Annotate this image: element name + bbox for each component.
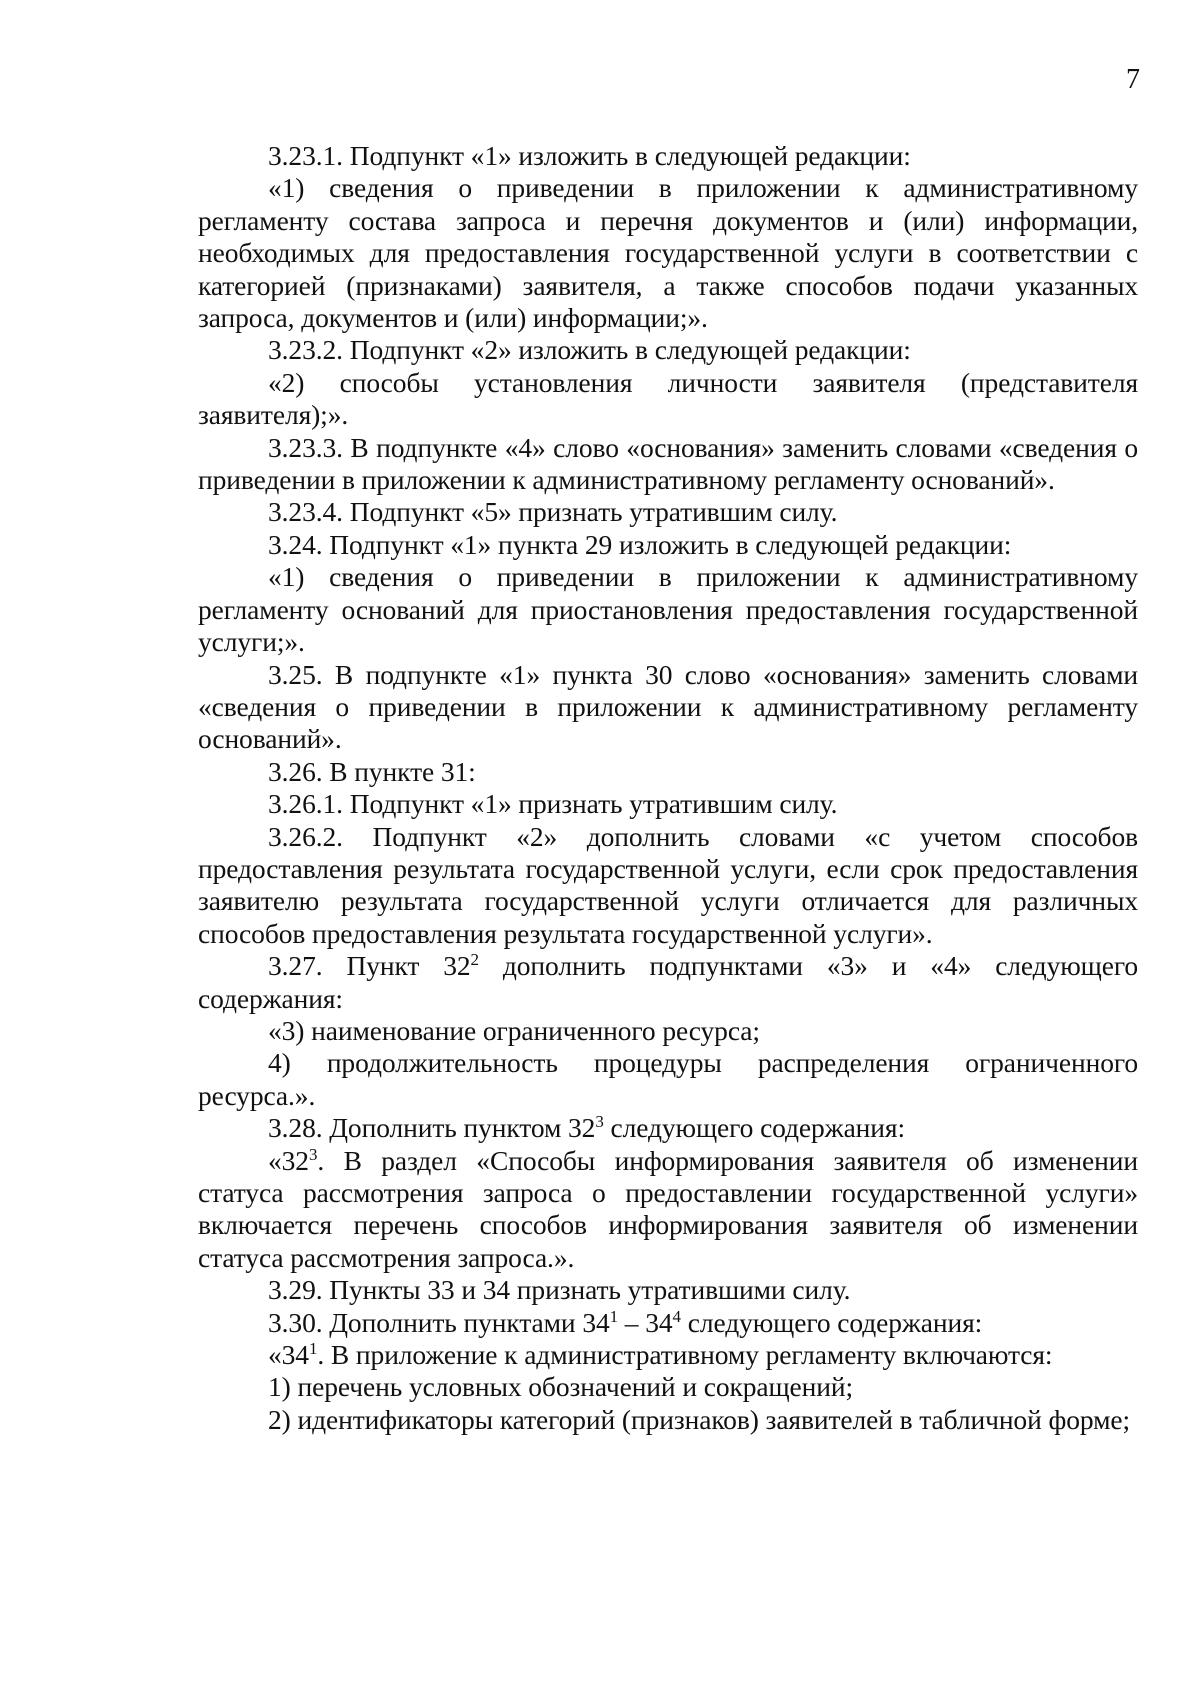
paragraph-text: . В раздел «Способы информирования заявителя об изменении статуса рассмотрения запроса о предоставлении государственной услуги» включается перечень способов информирования заявителя об изменении статуса рассмотрения запроса.».: [198, 1144, 1138, 1273]
paragraph-text: 3.28. Дополнить пунктом 32: [268, 1112, 596, 1144]
paragraph-text: 3.30. Дополнить пунктами 34: [268, 1306, 610, 1338]
paragraph: 3.25. В подпункте «1» пункта 30 слово «основания» заменить словами «сведения о приведении в приложении к административному регламенту оснований».: [198, 658, 1138, 755]
paragraph-text: – 34: [618, 1306, 673, 1338]
document-body: [198, 140, 1138, 1436]
paragraph: «1) сведения о приведении в приложении к административному регламенту состава запроса и перечня документов и (или) информации, необходимых для предоставления государственной услуги в соответствии с категорией (признаками) заявителя, а также способов подачи указанных запроса, документов и (или) информации;».: [198, 172, 1138, 334]
paragraph: 3.26. В пункте 31:: [268, 755, 476, 787]
paragraph-text: «34: [268, 1339, 309, 1371]
paragraph: 3.26.1. Подпункт «1» признать утратившим силу.: [268, 788, 838, 820]
paragraph: [198, 1307, 1138, 1339]
paragraph: 3.23.1. Подпункт «1» изложить в следующей редакции:: [268, 140, 911, 171]
paragraph-text: дополнить подпунктами «3» и «4» следующего содержания:: [198, 950, 1138, 1014]
superscript: 1: [308, 1338, 318, 1358]
paragraph-text: следующего содержания:: [603, 1112, 906, 1144]
paragraph: 3.23.3. В подпункте «4» слово «основания» заменить словами «сведения о приведении в приложении к административному регламенту оснований».: [198, 431, 1138, 496]
paragraph: «1) сведения о приведении в приложении к административному регламенту оснований для приостановления предоставления государственной услуги;».: [198, 561, 1138, 658]
superscript: 1: [609, 1306, 619, 1326]
superscript: 3: [308, 1144, 318, 1164]
paragraph: 3.23.2. Подпункт «2» изложить в следующей редакции:: [268, 334, 911, 366]
paragraph: 2) идентификаторы категорий (признаков) заявителей в табличной форме;: [268, 1403, 1131, 1435]
paragraph-text: . В приложение к административному регламенту включаются:: [317, 1339, 1053, 1371]
paragraph: «2) способы установления личности заявителя (представителя заявителя);».: [198, 366, 1138, 431]
paragraph: 3.26.2. Подпункт «2» дополнить словами «с учетом способов предоставления результата государственной услуги, если срок предоставления заявителю результата государственной услуги отличается для различных способов предоставления результата государственной услуги».: [198, 820, 1138, 949]
page-number: 7: [1126, 64, 1140, 95]
superscript: 4: [672, 1306, 681, 1326]
paragraph: [198, 1339, 1138, 1371]
paragraph: 4) продолжительность процедуры распределения ограниченного ресурса.».: [198, 1047, 1138, 1111]
paragraph: [198, 950, 1138, 1015]
paragraph: [198, 1145, 1138, 1275]
paragraph: 3.29. Пункты 33 и 34 признать утратившими силу.: [268, 1274, 851, 1306]
superscript: 2: [470, 950, 479, 969]
paragraph-text: 3.27. Пункт 32: [268, 950, 471, 982]
paragraph: 3.23.4. Подпункт «5» признать утратившим силу.: [268, 496, 838, 528]
paragraph: «3) наименование ограниченного ресурса;: [268, 1014, 760, 1046]
superscript: 3: [595, 1112, 604, 1132]
paragraph: 3.24. Подпункт «1» пункта 29 изложить в следующей редакции:: [268, 528, 1012, 560]
paragraph: [198, 1112, 1138, 1144]
paragraph-text: «32: [268, 1144, 309, 1176]
paragraph: 1) перечень условных обозначений и сокращений;: [268, 1371, 854, 1403]
paragraph-text: следующего содержания:: [680, 1306, 983, 1338]
